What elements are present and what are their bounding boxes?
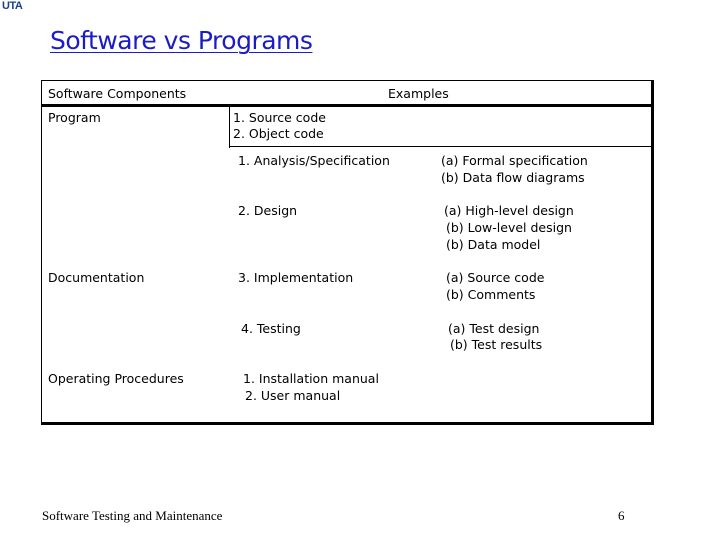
doc-item-testing: 4. Testing xyxy=(241,321,301,336)
header-examples: Examples xyxy=(388,86,449,101)
program-item: 2. Object code xyxy=(233,126,324,141)
doc-example: (b) Low-level design xyxy=(446,220,572,235)
doc-example: (a) Test design xyxy=(448,321,540,336)
doc-example: (a) High-level design xyxy=(444,203,574,218)
program-column-divider xyxy=(229,104,230,148)
program-label: Program xyxy=(48,110,101,125)
doc-item-design: 2. Design xyxy=(238,203,298,218)
uta-logo: UTA xyxy=(2,0,23,12)
documentation-label: Documentation xyxy=(48,270,145,285)
operating-procedures-label: Operating Procedures xyxy=(48,371,184,386)
doc-example: (b) Test results xyxy=(450,337,543,352)
header-divider xyxy=(41,104,654,107)
doc-example: (a) Formal specification xyxy=(441,153,588,168)
doc-example: (b) Data flow diagrams xyxy=(441,170,585,185)
header-software-components: Software Components xyxy=(48,86,187,101)
program-item: 1. Source code xyxy=(233,110,326,125)
doc-example: (b) Data model xyxy=(446,237,541,252)
doc-example: (b) Comments xyxy=(446,287,536,302)
operating-item: 2. User manual xyxy=(245,388,341,403)
doc-example: (a) Source code xyxy=(446,270,545,285)
footer-text: Software Testing and Maintenance xyxy=(42,508,223,523)
doc-item-implementation: 3. Implementation xyxy=(238,270,354,285)
operating-item: 1. Installation manual xyxy=(243,371,379,386)
doc-item-analysis: 1. Analysis/Specification xyxy=(238,153,390,168)
program-row-divider xyxy=(229,146,654,147)
slide-title: Software vs Programs xyxy=(50,26,313,55)
page-number: 6 xyxy=(618,508,625,523)
